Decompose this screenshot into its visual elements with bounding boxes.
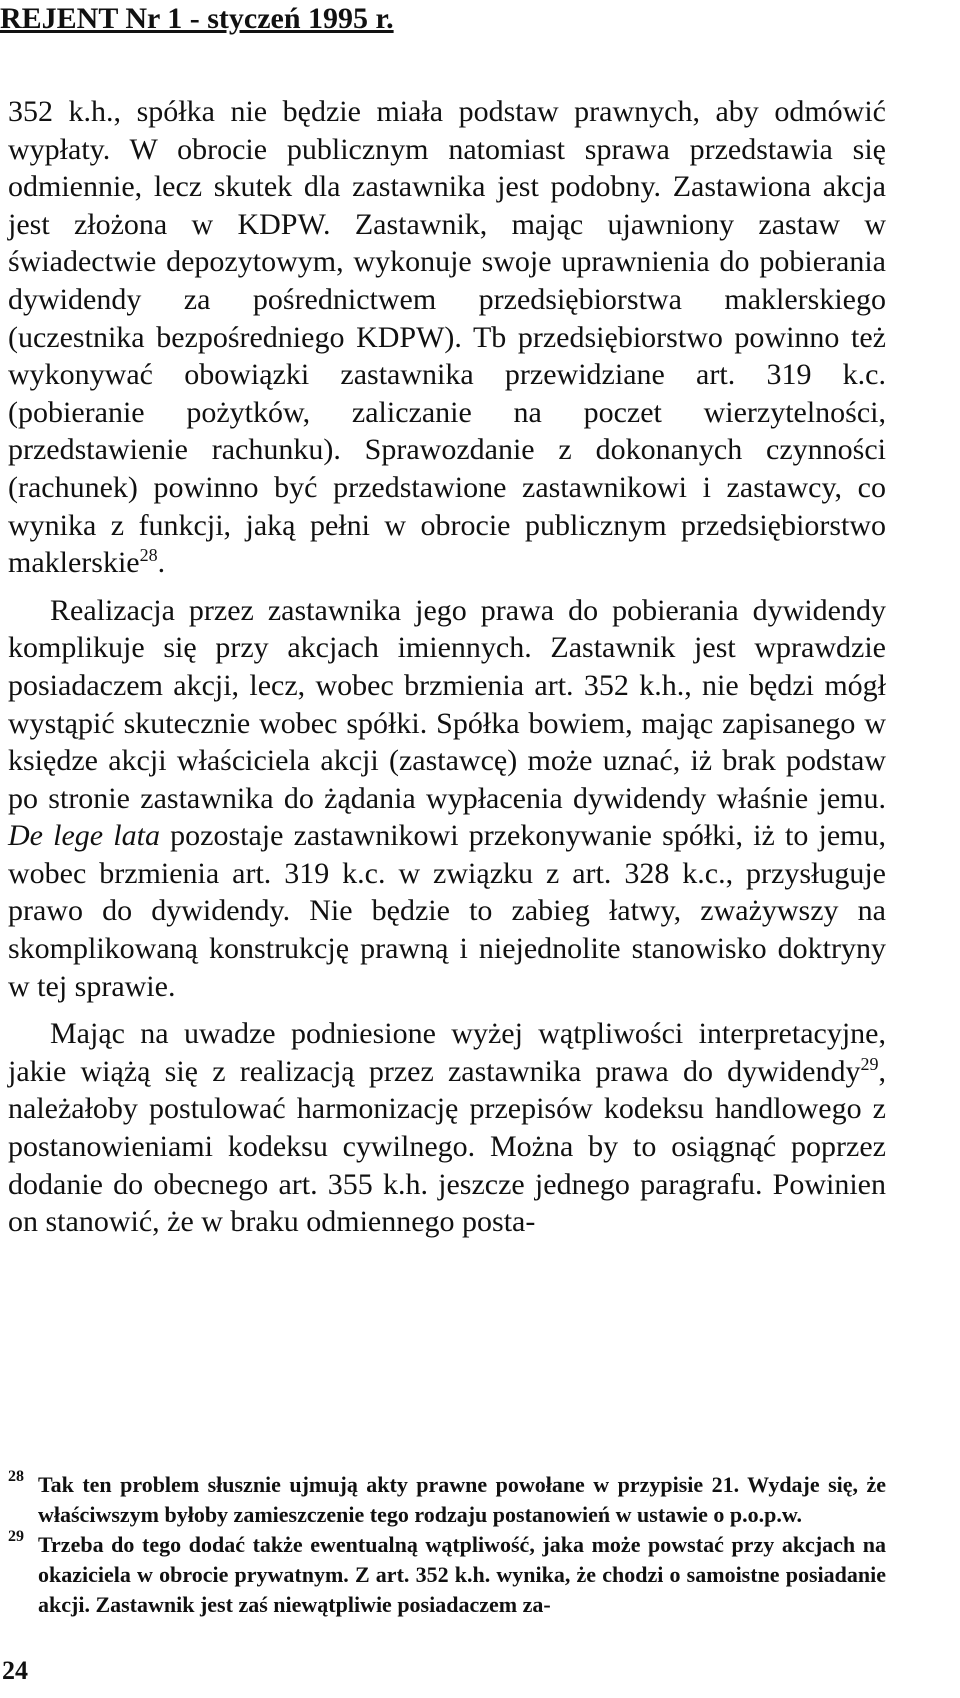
paragraph-3-text-a: Mając na uwadze podniesione wyżej wątpliwości interpretacyjne, jakie wiążą się z realizacją przez zastawnika prawa do dywidendy (8, 1017, 886, 1088)
paragraph-1-end: . (157, 546, 166, 580)
footnotes (8, 1470, 886, 1620)
footnote-29 (8, 1530, 886, 1620)
footnote-ref-29[interactable]: 29 (860, 1053, 879, 1074)
paragraph-2-italic: De lege lata (8, 819, 160, 853)
page-number: 24 (2, 1656, 28, 1685)
running-header: REJENT Nr 1 - styczeń 1995 r. (0, 2, 394, 35)
footnote-28 (8, 1470, 886, 1530)
footnote-number: 28 (8, 1468, 24, 1485)
paragraph-3-text-b: , należałoby postulować harmonizację przepisów kodeksu handlowego z postanowieniami kodeksu cywilnego. Można by to osiągnąć poprzez dodanie do obecnego art. 355 k.h. jeszcze jednego paragrafu. Powinien on stanowić, że w braku odmiennego posta- (8, 1054, 886, 1239)
main-text (8, 93, 886, 1241)
paragraph-1-text: 352 k.h., spółka nie będzie miała podstaw prawnych, aby odmówić wypłaty. W obrocie publicznym natomiast sprawa przedstawia się odmiennie, lecz skutek dla zastawnika jest podobny. Zastawiona akcja jest złożona w KDPW. Zastawnik, mając ujawniony zastaw w świadectwie depozytowym, wykonuje swoje uprawnienia do pobierania dywidendy za pośrednictwem przedsiębiorstwa maklerskiego (uczestnika bezpośredniego KDPW). Tb przedsiębiorstwo powinno też wykonywać obowiązki zastawnika przewidziane art. 319 k.c. (pobieranie pożytków, zaliczanie na poczet wierzytelności, przedstawienie rachunku). Sprawozdanie z dokonanych czynności (rachunek) powinno być przedstawione zastawnikowi i zastawcy, co wynika z funkcji, jaką pełni w obrocie publicznym przedsiębiorstwo maklerskie (8, 95, 886, 580)
paragraph-1 (8, 93, 886, 582)
paragraph-2 (8, 592, 886, 1006)
footnote-text: Trzeba do tego dodać także ewentualną wątpliwość, jaka może powstać przy akcjach na okaziciela w obrocie prywatnym. Z art. 352 k.h. wynika, że chodzi o samoistne posiadanie akcji. Zastawnik jest zaś niewątpliwie posiadaczem za- (38, 1532, 886, 1617)
paragraph-2-text-b: pozostaje zastawnikowi przekonywanie spółki, iż to jemu, wobec brzmienia art. 319 k.c. w związku z art. 328 k.c., przysługuje prawo do dywidendy. Nie będzie to zabieg łatwy, zważywszy na skomplikowaną konstrukcję prawną i niejednolite stanowisko doktryny w tej sprawie. (8, 819, 886, 1003)
paragraph-3 (8, 1015, 886, 1241)
paragraph-2-text-a: Realizacja przez zastawnika jego prawa do pobierania dywidendy komplikuje się przy akcjach imiennych. Zastawnik jest wprawdzie posiadaczem akcji, lecz, wobec brzmienia art. 352 k.h., nie będzi mógł wystąpić skutecznie wobec spółki. Spółka bowiem, mając zapisanego w księdze akcji właściciela akcji (zastawcę) może uznać, iż brak podstaw po stronie zastawnika do żądania wypłacenia dywidendy właśnie jemu. (8, 593, 886, 815)
footnote-number: 29 (8, 1528, 24, 1545)
footnote-ref-28[interactable]: 28 (139, 545, 158, 566)
footnote-text: Tak ten problem słusznie ujmują akty prawne powołane w przypisie 21. Wydaje się, że właściwszym byłoby zamieszczenie tego rodzaju postanowień w ustawie o p.o.p.w. (38, 1472, 886, 1527)
